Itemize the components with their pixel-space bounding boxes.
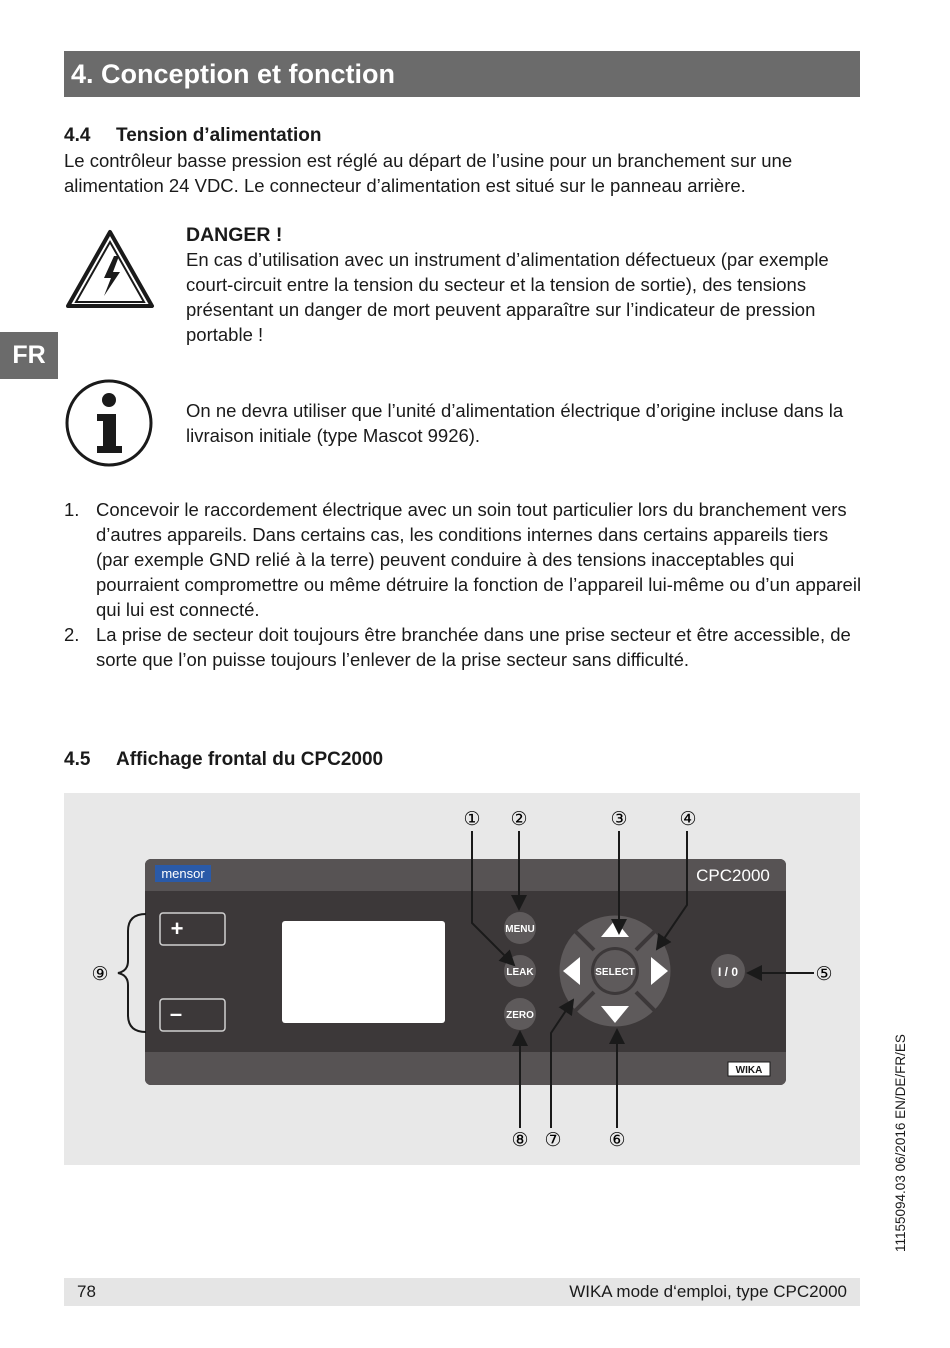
callout-3: ③: [610, 808, 628, 830]
callout-8: ⑧: [511, 1129, 529, 1151]
device-body: [145, 859, 786, 1085]
svg-text:I / 0: I / 0: [717, 965, 739, 979]
info-icon: [64, 378, 154, 468]
instruction-list: [64, 497, 864, 672]
svg-text:LEAK: LEAK: [506, 967, 534, 978]
callout-4: ④: [679, 808, 697, 830]
section-4-5-heading: [64, 748, 383, 772]
danger-notice: [186, 223, 866, 347]
document-reference: 11155094.03 06/2016 EN/DE/FR/ES: [893, 1034, 908, 1252]
svg-text:+: +: [170, 916, 184, 941]
page-number: 78: [77, 1282, 96, 1301]
front-panel-diagram: [64, 793, 860, 1165]
language-tab: FR: [0, 332, 58, 379]
maker-logo-text: WIKA: [735, 1065, 763, 1076]
list-item: 2. La prise de secteur doit toujours être branchée dans une prise secteur et être accessible, de sorte que l’on puisse toujours l’enlever de la prise secteur sans difficulté.: [64, 624, 851, 670]
section-number: 4.5: [64, 749, 91, 770]
section-title: Tension d’alimentation: [116, 125, 322, 146]
section-4-4-intro: Le contrôleur basse pression est réglé au départ de l’usine pour un branchement sur une alimentation 24 VDC. Le connecteur d’alimentation est situé sur le panneau arrière.: [64, 150, 793, 196]
page-footer: [64, 1278, 860, 1306]
callout-2: ②: [510, 808, 528, 830]
front-panel-figure: [64, 793, 860, 1165]
callout-1: ①: [463, 808, 481, 830]
high-voltage-warning-icon: [64, 228, 156, 310]
danger-title: DANGER !: [186, 224, 283, 246]
callout-7: ⑦: [544, 1129, 562, 1151]
section-number: 4.4: [64, 125, 91, 146]
callout-5: ⑤: [815, 963, 833, 985]
section-4-4-heading: [64, 124, 322, 148]
svg-text:MENU: MENU: [505, 924, 535, 935]
callout-6: ⑥: [608, 1129, 626, 1151]
svg-text:ZERO: ZERO: [506, 1010, 534, 1021]
model-label: CPC2000: [696, 866, 770, 885]
list-item: 1. Concevoir le raccordement électrique avec un soin tout particulier lors du branchement vers d’autres appareils. Dans certains cas, les conditions internes dans certains appareils tiers (par exemple GND relié à la terre) peuvent conduire à des tensions inacceptables qui pourraient compromettre ou même détruire la fonction de l’appareil lui-même ou d’un appareil qui lui est connecté.: [64, 499, 862, 620]
danger-text: En cas d’utilisation avec un instrument d’alimentation défectueux (par exemple court-circuit entre la tension du secteur et la tension de sortie), des tensions présentant un danger de mort peuvent apparaître sur l’indicateur de pression portable !: [186, 249, 829, 345]
svg-text:–: –: [169, 1001, 183, 1026]
chapter-title: 4. Conception et fonction: [71, 59, 395, 89]
display-screen: [282, 921, 445, 1023]
info-text: On ne devra utiliser que l’unité d’alimentation électrique d’origine incluse dans la livraison initiale (type Mascot 9926).: [186, 400, 844, 446]
section-title: Affichage frontal du CPC2000: [116, 749, 384, 770]
footer-doc-title: WIKA mode d‘emploi, type CPC2000: [569, 1282, 847, 1301]
callout-9: ⑨: [91, 963, 109, 985]
brand-logo-text: mensor: [161, 866, 205, 881]
chapter-header-bar: [64, 51, 860, 97]
svg-text:SELECT: SELECT: [595, 967, 635, 978]
button-group-brace: [118, 914, 146, 1032]
